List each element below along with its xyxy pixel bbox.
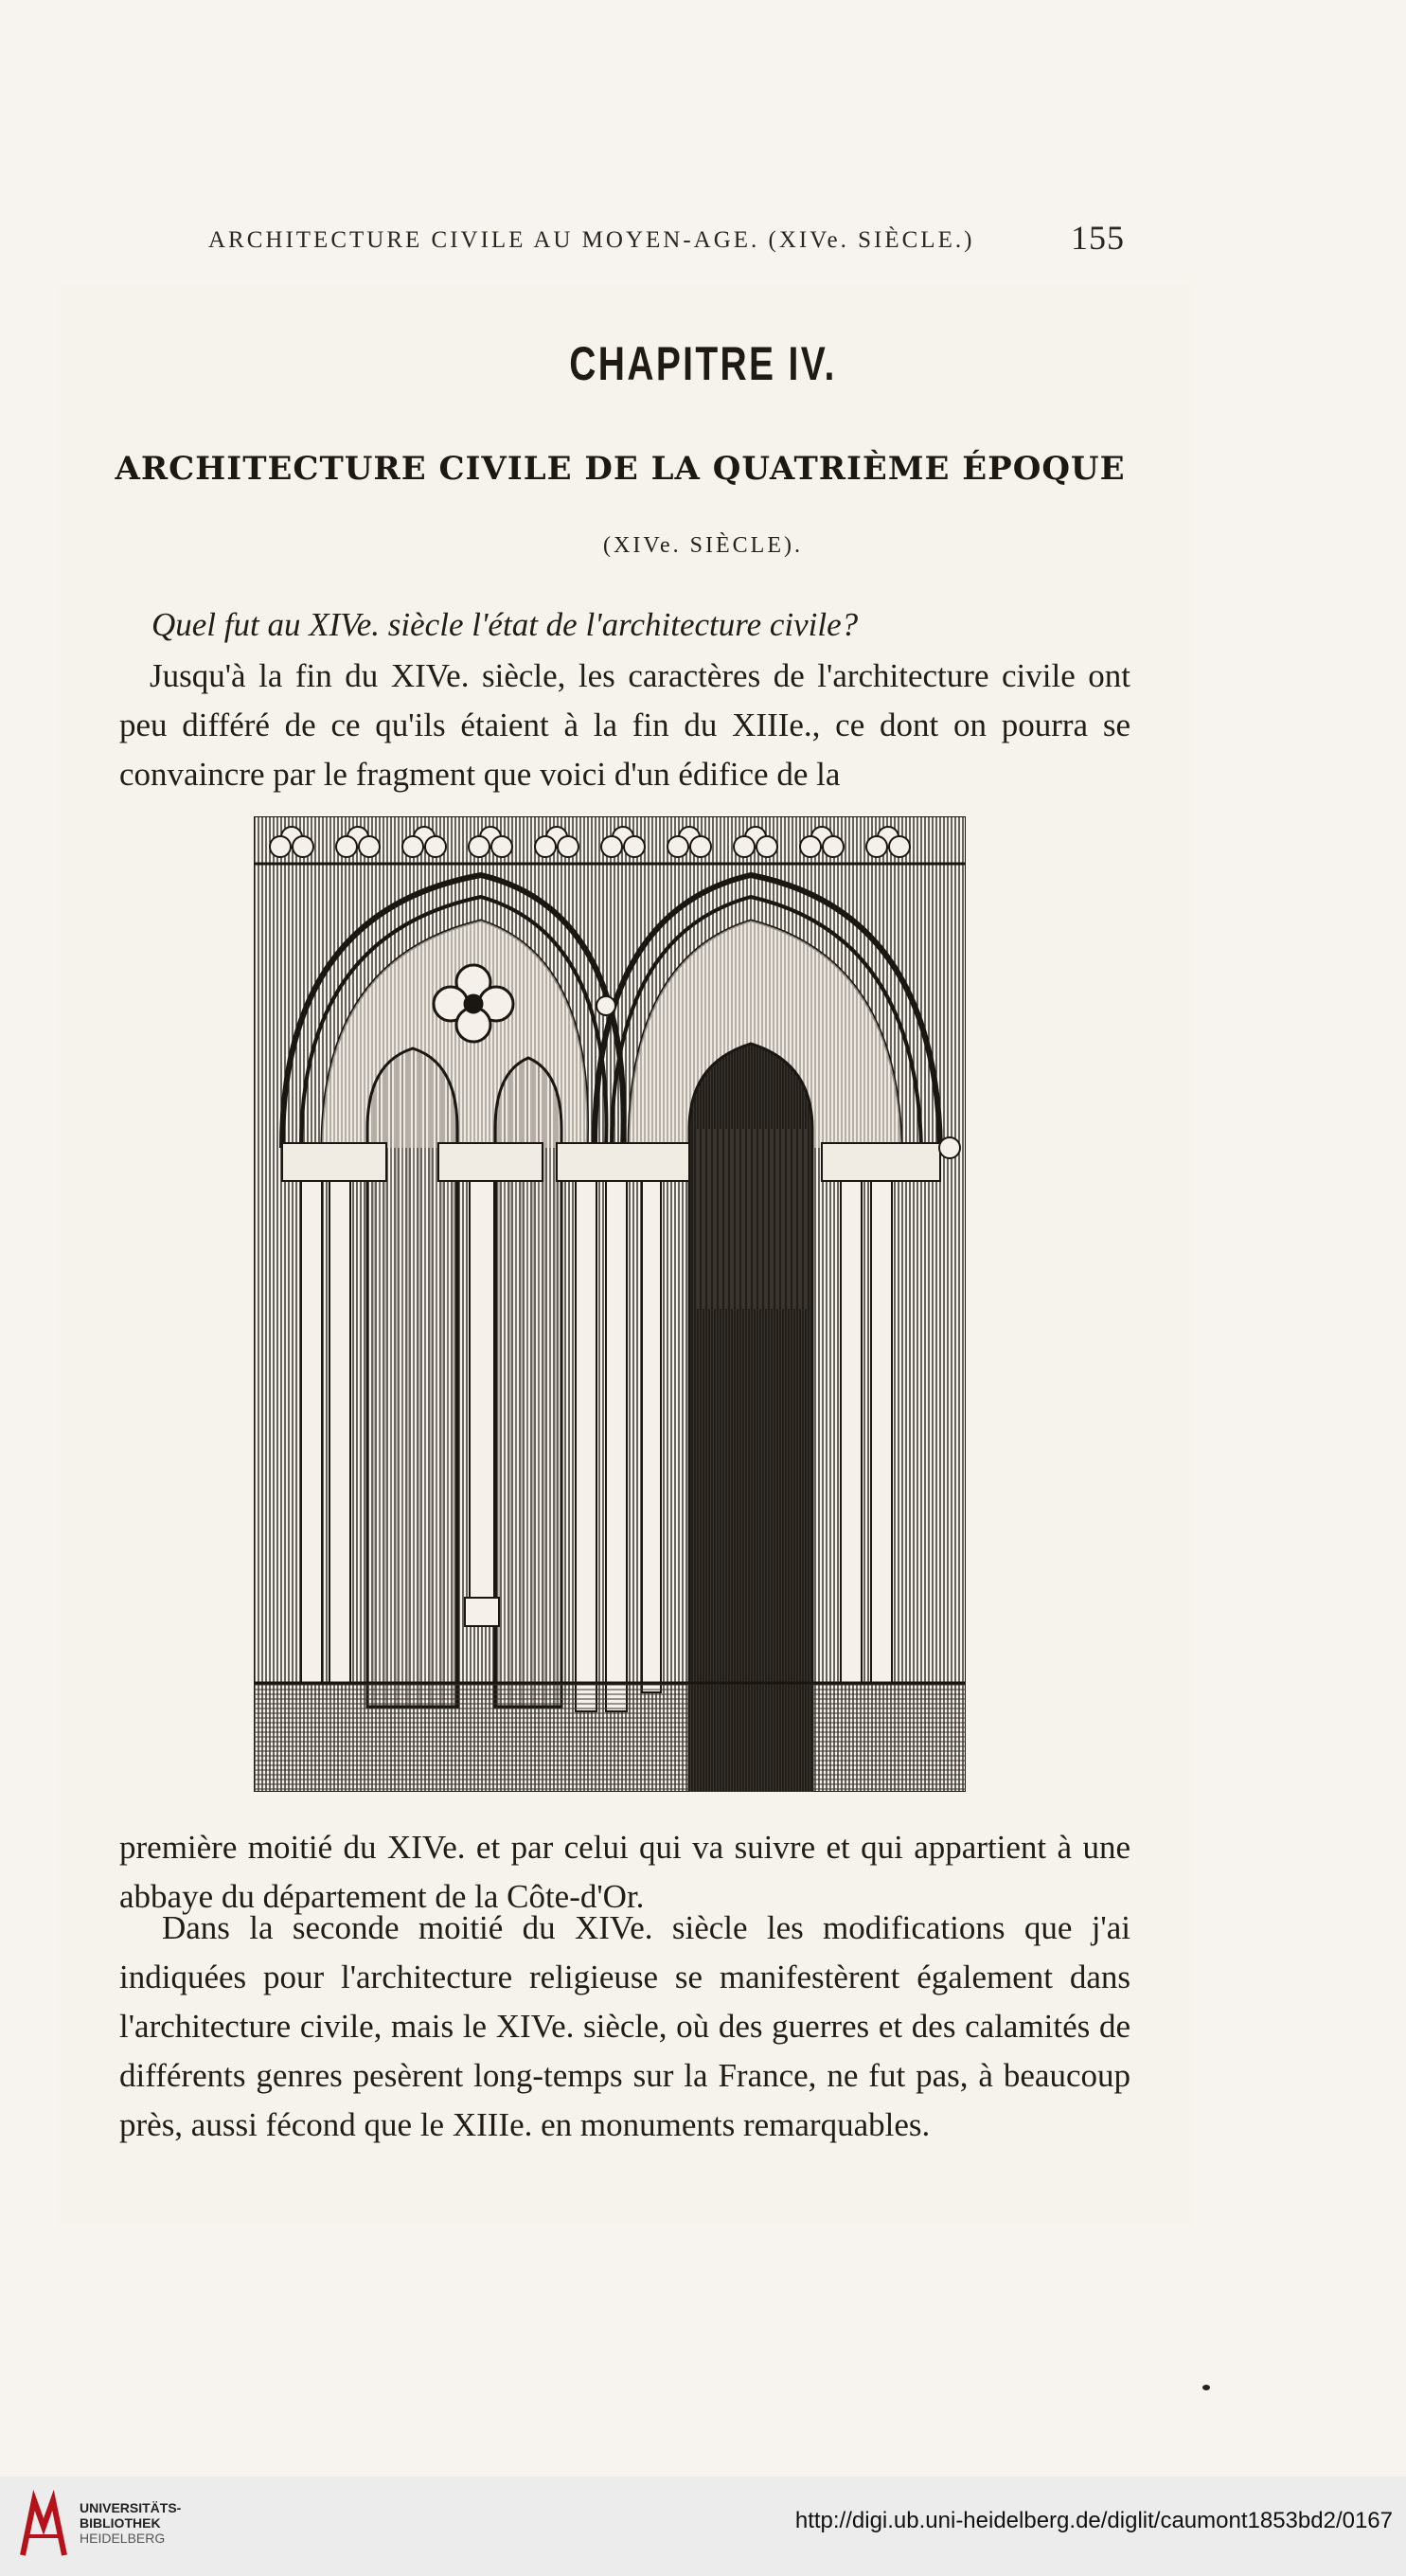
paragraph-3: Dans la seconde moitié du XIVe. siècle les modifications que j'ai indiquées pour l'architecture religieuse se manifestèrent également dans l'architecture civile, mais le XIVe. siècle, où des guerres et des calamités de différents genres pesèrent long-temps sur la France, ne fut pas, à beaucoup près, aussi fécond que le XIIIe. en monuments remarquables.: [119, 1909, 1130, 2143]
capitals: [282, 1143, 940, 1181]
paragraph-2: première moitié du XIVe. et par celui qui va suivre et qui appartient à une abbaye du département de la Côte-d'Or.: [119, 1829, 1130, 1915]
paragraph-1: Jusqu'à la fin du XIVe. siècle, les caractères de l'architecture civile ont peu différé de ce qu'ils étaient à la fin du XIIIe., ce dont on pourra se convaincre par le fragment que voici d'un édifice de la: [119, 657, 1130, 793]
chapter-title: CHAPITRE IV.: [569, 337, 837, 390]
heidelberg-library-logo-icon: [15, 2489, 72, 2567]
question-line: Quel fut au XIVe. siècle l'état de l'architecture civile?: [151, 606, 859, 643]
section-heading: ARCHITECTURE CIVILE DE LA QUATRIÈME ÉPOQUE: [115, 450, 1126, 488]
gothic-arcade-illustration: [254, 816, 966, 1792]
running-head-title: ARCHITECTURE CIVILE AU MOYEN-AGE. (XIVe. SIÈCLE.): [208, 227, 975, 253]
section-subheading: (XIVe. SIÈCLE).: [603, 533, 803, 558]
ink-speck: [1202, 2385, 1210, 2390]
running-head: [208, 216, 1155, 263]
library-name: [80, 2500, 181, 2546]
library-name-line1: UNIVERSITÄTS-: [80, 2500, 182, 2515]
page-number: 155: [1071, 219, 1125, 257]
library-name-line2: BIBLIOTHEK: [80, 2515, 161, 2531]
source-url-link[interactable]: http://digi.ub.uni-heidelberg.de/diglit/caumont1853bd2/0167: [794, 2508, 1393, 2533]
library-name-line3: HEIDELBERG: [80, 2531, 166, 2546]
